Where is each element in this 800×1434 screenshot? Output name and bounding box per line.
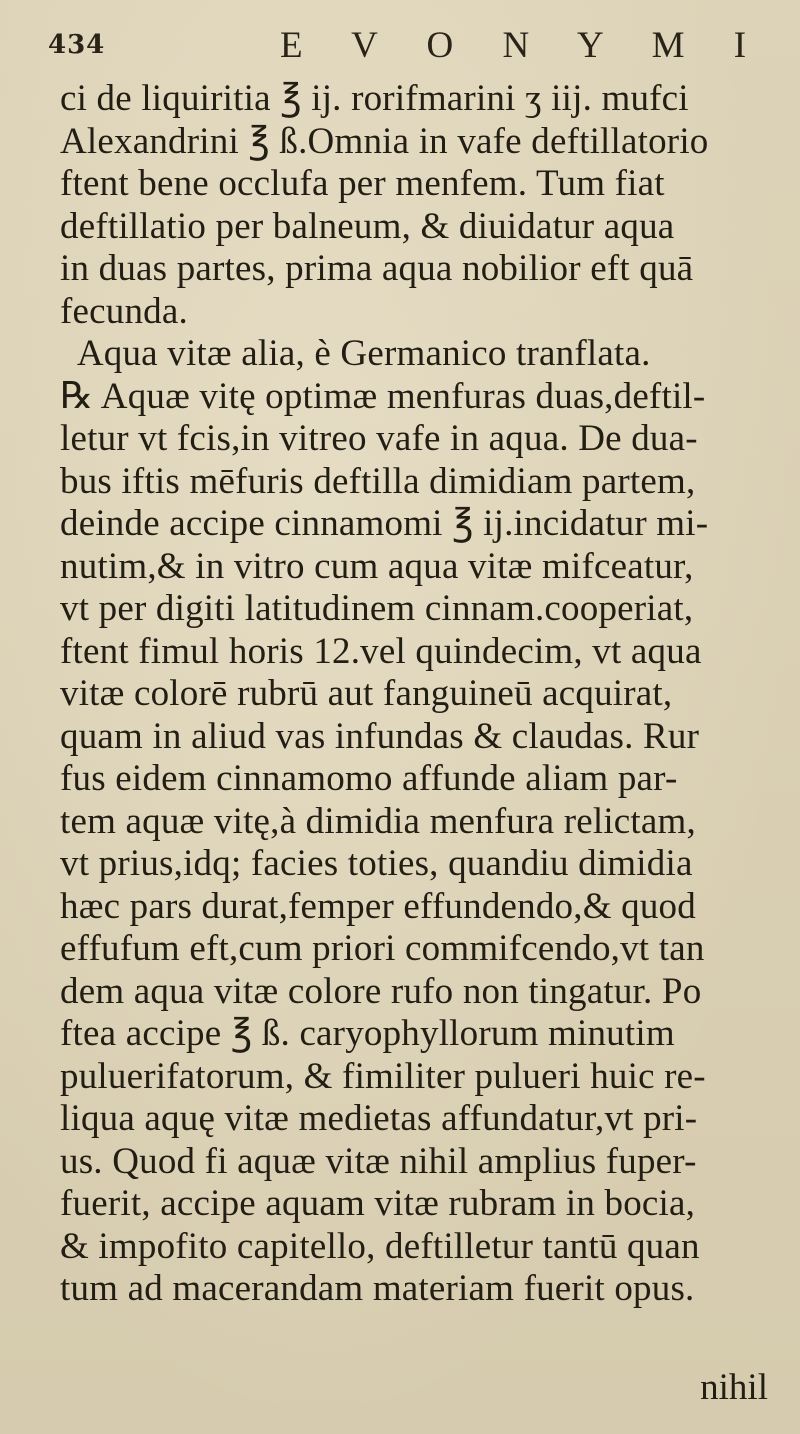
text-line: ℞ Aquæ vitę optimæ menfuras duas,deftil-: [60, 375, 706, 417]
text-line: vt per digiti latitudinem cinnam.cooperiat,: [60, 588, 694, 629]
text-line: quam in aliud vas infundas & claudas. Rur: [60, 715, 700, 757]
catchword: nihil: [700, 1367, 768, 1408]
text-line: ci de liquiritia ℥ ij. rorifmarini ʒ iij. mufci: [60, 78, 689, 119]
text-line: hæc pars durat,femper effundendo,& quod: [60, 885, 696, 927]
text-line: tem aquæ vitę,à dimidia menfura relictam,: [60, 800, 696, 842]
text-line: ftea accipe ℥ ß. caryophyllorum minutim: [60, 1013, 675, 1054]
page-header: [48, 22, 788, 72]
text-line: liqua aquę vitæ medietas affundatur,vt pri-: [60, 1098, 698, 1139]
text-line: bus iftis mēfuris deftilla dimidiam partem,: [60, 460, 696, 502]
text-line: in duas partes, prima aqua nobilior eft quā: [60, 248, 694, 289]
text-line: ftent fimul horis 12.vel quindecim, vt aqua: [60, 630, 702, 672]
text-line: dem aqua vitæ colore rufo non tingatur. Po: [60, 970, 702, 1012]
text-line: deinde accipe cinnamomi ℥ ij.incidatur mi-: [60, 503, 709, 544]
text-line: nutim,& in vitro cum aqua vitæ mifceatur,: [60, 545, 694, 587]
text-line: Alexandrini ℥ ß.Omnia in vafe deftillatorio: [60, 120, 709, 162]
text-line: Aqua vitæ alia, è Germanico tranflata.: [60, 333, 651, 374]
body-text: [60, 78, 800, 1311]
running-head: E V O N Y M I: [280, 25, 767, 66]
text-line: letur vt fcis,in vitreo vafe in aqua. De dua-: [60, 418, 698, 459]
text-line: vitæ colorē rubrū aut fanguineū acquirat,: [60, 673, 673, 714]
text-line: tum ad macerandam materiam fuerit opus.: [60, 1268, 695, 1309]
text-line: puluerifatorum, & fimiliter pulueri huic re-: [60, 1055, 706, 1097]
text-line: fecunda.: [60, 290, 188, 332]
text-line: vt prius,idq; facies toties, quandiu dimidia: [60, 843, 693, 884]
text-line: effufum eft,cum priori commifcendo,vt tan: [60, 928, 705, 969]
text-line: fus eidem cinnamomo affunde aliam par-: [60, 758, 678, 799]
text-line: us. Quod fi aquæ vitæ nihil amplius fuper-: [60, 1140, 697, 1182]
page-number: 434: [48, 30, 106, 60]
text-line: deftillatio per balneum, & diuidatur aqua: [60, 205, 675, 247]
text-line: fuerit, accipe aquam vitæ rubram in bocia,: [60, 1183, 696, 1224]
text-line: ftent bene occlufa per menfem. Tum fiat: [60, 163, 665, 204]
text-line: & impofito capitello, deftilletur tantū quan: [60, 1225, 700, 1267]
